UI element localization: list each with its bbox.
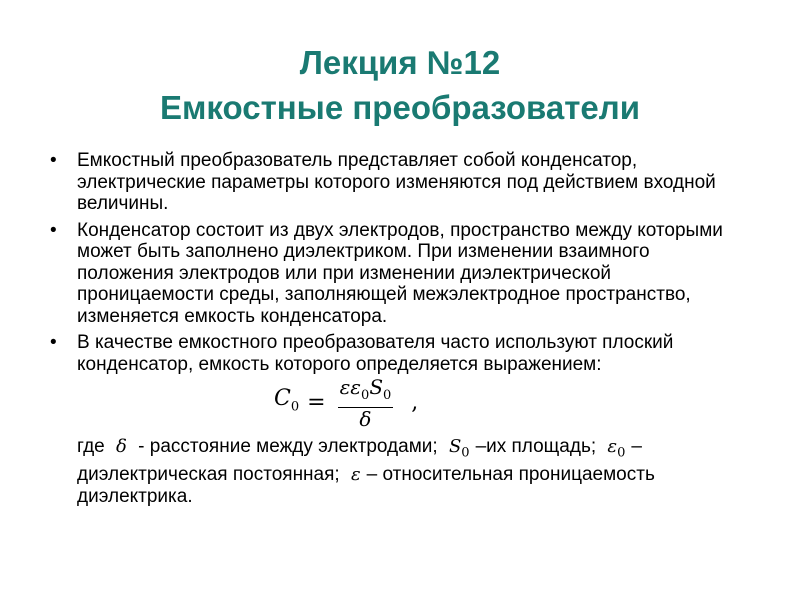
bullet-marker: • xyxy=(50,219,57,241)
bullet-item xyxy=(50,220,750,328)
bullet-text: Конденсатор состоит из двух электродов, пространство между которыми может быть заполнено диэлектриком. При изменении взаимного положения электродов или при изменении диэлектрической проницаемости среды, заполняющей межэлектродное пространство, изменяется емкость конденсатора. xyxy=(77,219,723,327)
bullet-text: В качестве емкостного преобразователя часто используют плоский конденсатор, емкость которого определяется выражением: xyxy=(77,332,674,375)
title-line-2: Емкостные преобразователи xyxy=(160,89,640,126)
bullet-item xyxy=(50,332,750,375)
bullet-marker: • xyxy=(50,150,57,171)
formula-trailing: , xyxy=(411,390,419,416)
formula-row xyxy=(50,374,750,432)
where-paragraph xyxy=(50,436,750,507)
formula-lhs: $C_0$ xyxy=(274,386,300,415)
title-line-1: Лекция №12 xyxy=(299,44,501,81)
capacitance-formula xyxy=(274,374,419,432)
where-text: –их площадь; xyxy=(475,436,597,457)
bullet-text: Емкостный преобразователь представляет собой конденсатор, электрические параметры которого изменяются под действием входной величины. xyxy=(77,150,716,214)
formula-numerator: $\varepsilon\varepsilon_0S_0$ xyxy=(339,374,392,403)
bullet-item xyxy=(50,150,750,215)
bullet-marker: • xyxy=(50,332,57,353)
where-text: – относительная проницаемость диэлектрика. xyxy=(77,464,655,507)
s0-symbol: $S_0$ xyxy=(448,436,470,461)
slide-title xyxy=(0,40,800,130)
formula-fraction xyxy=(338,376,394,431)
delta-symbol: δ xyxy=(116,436,127,457)
epsilon0-symbol: $\varepsilon_0$ xyxy=(607,436,626,461)
slide-body xyxy=(50,150,750,507)
where-text: - расстояние между электродами; xyxy=(138,436,438,457)
epsilon-symbol: ε xyxy=(350,464,361,486)
where-text: – диэлектрическая постоянная; xyxy=(77,436,642,486)
formula-equals: = xyxy=(307,390,326,416)
formula-denominator: δ xyxy=(359,407,372,432)
where-text: где xyxy=(77,436,105,457)
